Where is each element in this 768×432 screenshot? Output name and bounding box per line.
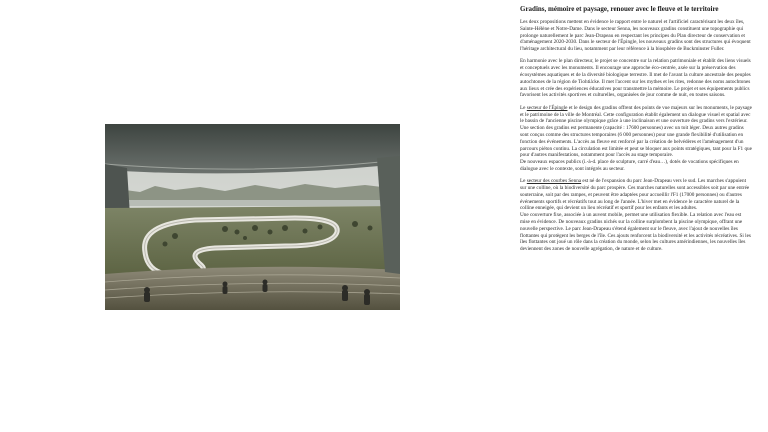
paragraph-courbes-couverture: Une couverture fixe, associée à un auvent mobile, permet une utilisation flexible. La relation avec l'eau est mise en évidence. De nouveaux gradins nichés sur la colline surplombent la piscine olympique, offrant une nouvelle perspective. Le parc Jean-Drapeau s'étend également sur le fleuve, avec l'ajout de nouvelles îles flottantes qui protègent les berges de l'île. Ces ajouts renforcent la biodiversité et les activités récréatives. Si les îles flottantes ont joué un rôle dans la création du monde, selon les cultures amérindiennes, les nouvelles îles deviennent des zones de nouvelle agrégation, de nature et de culture. xyxy=(520,212,751,253)
link-secteur-courbes-senna[interactable]: secteur des courbes Senna xyxy=(526,178,582,185)
courbes-prefix: Le xyxy=(520,178,527,185)
courbes-intro-text: est né de l'expansion du parc Jean-Drapeau vers le sud. Les marches s'appuient sur une colline, où la biodiversité du parc prospère. Ces marches naturelles sont accessibles soit par une entrée souterraine, soit par des rampes, et peuvent être adaptées pour accueillir l'F1 (17000 personnes) ou d'autres événements sportifs et récréatifs tout au long de l'année. L'hiver met en évidence le caractère naturel de la colline enneigée, qui devient un lieu récréatif et sportif pour les enfants et les adultes. xyxy=(520,178,750,212)
paragraph-epingle-espaces: De nouveaux espaces publics (i.-à-d. place de sculpture, carré d'eau…), dotés de vocations spécifiques en dialogue avec le contexte, sont intégrés au secteur. xyxy=(520,159,739,172)
paragraph-plan-directeur: En harmonie avec le plan directeur, le projet se concentre sur la relation patrimoniale et établit des liens visuels et conceptuels avec les monuments. Il encourage une approche éco-centrée, axée sur la préservation des écosystèmes aquatiques et de la diversité biologique terrestre. Il met de l'avant la culture ancestrale des peuples autochtones de la région de Tiohtià:ke. Il met l'accent sur les mythes et les rites, redonne des noms autochtones aux lieux et crée des expériences éducatives pour transmettre la mémoire. Le projet et ses équipements publics favorisent les activités sportives et culturelles, organisées de jour comme de nuit, en toutes saisons. xyxy=(520,58,751,99)
paragraph-epingle-intro xyxy=(520,105,752,125)
epingle-prefix: Le xyxy=(520,104,527,111)
section-title: Gradins, mémoire et paysage, renouer avec le fleuve et le territoire xyxy=(520,5,719,13)
stadium-rendering xyxy=(105,124,400,310)
paragraph-intro: Les deux propositions mettent en évidence le rapport entre le naturel et l'artificiel caractérisant les deux îles, Sainte-Hélène et Notre-Dame. Dans le secteur Senna, les nouveaux gradins constituent une topographie qui prolonge naturellement le parc Jean-Drapeau en respectant les principes du Plan directeur de conservation et d'aménagement 2020-2030. Dans le secteur de l'Épingle, les nouveaux gradins sont des structures qui évoquent l'héritage architectural du lieu, notamment par leur référence à la biosphère de Buckminster Fuller. xyxy=(520,19,751,53)
text-column xyxy=(520,5,752,259)
epingle-intro-text: et le design des gradins offrent des points de vue majeurs sur les monuments, le paysage et le patrimoine de la ville de Montréal. Cette configuration établit également un dialogue visuel et spatial avec le bassin de l'ancienne piscine olympique grâce à une inclinaison et une ouverture des gradins vers l'extérieur. xyxy=(520,104,752,125)
paragraph-epingle-gradins: Une section des gradins est permanente (capacité : 17600 personnes) avec un toit léger. Deux autres gradins sont conçus comme des structures temporaires (6 000 personnes) pour une grande flexibilité d'utilisation en fonction des événements. L'accès au fleuve est renforcé par la création de belvédères et l'aménagement d'un parcours piéton continu. La circulation est limitée et peut se bloquer aux points stratégiques, tant pour la F1 que pour d'autres manifestations, notamment pour l'accès au stage temporaire. xyxy=(520,125,752,159)
link-secteur-epingle[interactable]: secteur de l'Épingle xyxy=(526,104,568,111)
stadium-rendering-illustration xyxy=(105,124,400,310)
paragraph-courbes-intro xyxy=(520,178,752,212)
